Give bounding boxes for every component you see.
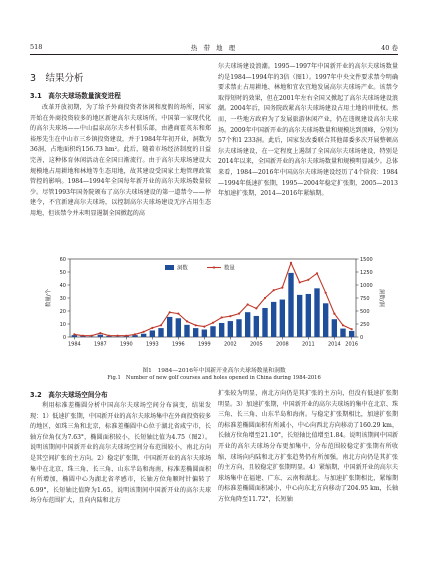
bar-holes-1993 (150, 330, 155, 337)
point-count-1999 (203, 326, 205, 328)
left-tick-label: 40 (59, 282, 66, 289)
right-tick-label: 500 (360, 308, 370, 315)
point-count-2010 (299, 281, 301, 283)
figure-1-chart (30, 251, 398, 359)
right-axis-title: 洞数/洞 (378, 289, 384, 307)
point-count-2008 (281, 287, 283, 289)
right-tick-label: 750 (360, 295, 370, 302)
point-count-1990 (125, 335, 127, 337)
bar-holes-1998 (193, 328, 198, 337)
bar-holes-2015 (340, 329, 345, 337)
point-count-1994 (160, 324, 162, 326)
bar-holes-2014 (332, 319, 337, 337)
right-tick-label: 1250 (360, 269, 373, 276)
point-count-1996 (177, 313, 179, 315)
point-count-2013 (325, 292, 327, 294)
left-tick-label: 30 (59, 295, 66, 302)
bar-holes-2005 (254, 316, 259, 337)
bar-holes-2010 (297, 295, 302, 337)
x-tick-label: 1990 (119, 341, 133, 348)
journal-title: 热 带 地 理 (190, 44, 238, 52)
bar-holes-2006 (262, 308, 267, 337)
bar-holes-2013 (323, 303, 328, 337)
point-count-2001 (221, 316, 223, 318)
left-tick-label: 0 (62, 334, 66, 341)
point-count-2015 (342, 324, 344, 326)
x-tick-label: 1984 (67, 341, 81, 348)
point-count-2014 (333, 313, 335, 315)
subsection-3-2-title: 3.2 高尔夫球场空间分布 (30, 391, 108, 399)
legend-label-count: 数量 (224, 265, 235, 272)
section-3-title: 3 结果分析 (30, 73, 84, 84)
x-tick-label: 2014 (327, 341, 341, 348)
paragraph: 改革开放初期，为了给予外商投资者休闲和度假的场所，国家开始在外商投资较多的地区新建高尔夫球场所。中国第一家现代化的高尔夫球场——中山温泉高尔夫乡村俱乐部，由港商霍英东和郑裕彤先生在中山市三乡镇投资建设，并于1984年年初开业，洞数为36洞，占地面积约156.73 hm²。此后，随着市场经济制度的日益完善，这种体育休闲活动在全国日渐流行。由于高尔夫球场建设大规模地占用耕地和林地等生态用地，故其建设受国家土地管理政策管控的影响。1984—1994年全国每年新开业的高尔夫球场数量较少。尽管1993年国务院颁布了高尔夫球场建设的第一道禁令——停建令，不宜新建高尔夫球场，以控制高尔夫球场建设无序占用生态用地，但该禁令并未明显遏制全国掀起的高 (30, 104, 211, 217)
point-count-2012 (316, 272, 318, 274)
subsection-3-1-title: 3.1 高尔夫球场数量演变进程 (30, 92, 121, 100)
point-count-2006 (264, 297, 266, 299)
point-count-2003 (238, 313, 240, 315)
left-tick-label: 10 (59, 321, 66, 328)
point-count-1998 (195, 324, 197, 326)
point-count-1993 (151, 327, 153, 329)
left-column-bottom (30, 401, 211, 507)
right-tick-label: 1500 (360, 256, 373, 263)
x-tick-label: 2016 (345, 341, 359, 348)
point-count-1997 (186, 320, 188, 322)
bar-holes-1997 (184, 325, 189, 337)
point-count-1991 (134, 333, 136, 335)
point-count-2009 (290, 262, 292, 264)
bar-holes-1996 (176, 318, 181, 337)
point-count-1992 (143, 331, 145, 333)
page-number: 518 (30, 43, 43, 51)
x-tick-label: 2008 (275, 341, 289, 348)
bar-holes-2012 (314, 288, 319, 337)
header-rule (30, 54, 398, 55)
plot-frame (70, 259, 356, 337)
point-count-2011 (307, 279, 309, 281)
left-tick-label: 60 (59, 256, 66, 263)
right-column-top (218, 62, 398, 200)
paragraph: 利用标准差椭圆分析中国高尔夫球场空间分布演变，结果发现：1）低速扩张期，中国新开业的高尔夫球场集中在外商投资较多的地区，如珠三角和北京，标准差椭圆中心位于湖北省咸宁市，长轴方位角仅为7.63°，椭圆面积较小，长短轴比值为4.75（图2）。说明该期间中国新开业的高尔夫球场空间分布范围较小，南北方向是其空间扩张的主方向。2）稳定扩张期，中国新开业的高尔夫球场集中在北京、珠三角、长三角、山东半岛和海南，标准差椭圆面积有所增加，椭圆中心为湖北省孝感市，长轴方位角顺时针偏转了6.99°，长短轴比值降为1.65。说明该期间中国新开业的高尔夫球场分布范围扩大，且向内陆和北方 (30, 402, 211, 505)
point-count-2000 (212, 322, 214, 324)
x-tick-label: 2005 (249, 341, 263, 348)
bar-holes-1992 (141, 334, 146, 337)
point-count-2016 (351, 328, 353, 330)
x-tick-label: 1999 (197, 341, 211, 348)
point-count-2007 (273, 289, 275, 291)
point-count-1986 (91, 335, 93, 337)
bar-holes-2001 (219, 323, 224, 337)
point-count-2005 (255, 307, 257, 309)
bar-holes-2002 (228, 321, 233, 337)
volume-label: 40 卷 (381, 44, 398, 52)
point-count-2004 (247, 303, 249, 305)
bar-holes-1987 (98, 335, 103, 337)
bar-holes-2007 (271, 302, 276, 337)
bar-holes-1994 (158, 328, 163, 337)
bar-holes-2008 (280, 300, 285, 337)
bar-holes-2003 (236, 319, 241, 337)
figure-caption-zh: 图1 1984—2016年中国新开业高尔夫球场数量和洞数 (142, 368, 286, 374)
point-count-1989 (117, 335, 119, 337)
right-column-bottom (218, 389, 398, 506)
point-count-1995 (169, 311, 171, 313)
paragraph: 尔夫球场建设浪潮。1995—1997年中国新开业的高尔夫球场数量约是1984—1994年的3倍（图1）。1997年中央文件要求禁令明确要求禁止占用耕地、林地和宜农宜地发展高尔夫球场产业。该禁令取得短时的效果，但在2001年左右全国又掀起了高尔夫球场建设浪潮。2004年后，国务院政紧高尔夫球场建设占用土地的审批权。然而，一些地方政府为了发展旅游休闲产业，仍在违规建设高尔夫球场。2009年中国新开业的高尔夫球场数量和规模达到顶峰，分别为57个和1 233洞。此后，国家发改委联合其他部委多次开展整顿高尔夫球场建设，在一定程度上遏制了全国高尔夫球场建设，特别是2014年以来，全国新开业的高尔夫球场数量和规模明显减少。总体来看，1984—2016年中国高尔夫球场建设经历了4个阶段：1984—1994年低速扩张期，1995—2004年稳定扩张期，2005—2013年加速扩张期，2014—2016年紧缩期。 (218, 63, 398, 198)
left-tick-label: 20 (59, 308, 66, 315)
bar-holes-2016 (349, 331, 354, 337)
x-tick-label: 2002 (223, 341, 237, 348)
x-tick-label: 1987 (93, 341, 107, 348)
right-tick-label: 250 (360, 321, 370, 328)
bar-holes-2000 (210, 326, 215, 337)
bar-holes-2011 (306, 294, 311, 337)
left-column-top (30, 103, 211, 220)
left-axis-title: 数量/个 (46, 289, 52, 307)
right-tick-label: 1000 (360, 282, 373, 289)
point-count-1985 (82, 335, 84, 337)
legend-swatch-holes (165, 265, 174, 270)
figure-caption-en: Fig.1 Number of new golf courses and holes opened in China during 1984-2016 (107, 375, 321, 381)
bar-holes-2009 (288, 273, 293, 337)
legend-marker-count (213, 266, 215, 268)
right-tick-label: 0 (360, 334, 364, 341)
x-tick-label: 1996 (171, 341, 185, 348)
bar-holes-1995 (167, 317, 172, 337)
x-tick-label: 2011 (301, 341, 315, 348)
point-count-2002 (229, 315, 231, 317)
bar-holes-2004 (245, 312, 250, 337)
point-count-1987 (99, 332, 101, 334)
paragraph: 扩张较为明显，南北方向仍是其扩张的主方向，但没有低速扩张期明显。3）加速扩张期，中国新开业的高尔夫球场的集中在北京、珠三角、长三角、山东半岛和海南。与稳定扩张期相比，加速扩张期的标准差椭圆面积有所减小，中心向西北方向移动了160.29 km，长轴方位角增至21.10°，长短轴比值增至1.84。说明该期间中国新开业的高尔夫球场分布更加集中，分布范围较稳定扩张期有所收缩，球场向内陆和北方扩张趋势仍有所加强，南北方向仍是其扩张的主方向，且较稳定扩张期明显。4）紧缩期，中国新开业的高尔夫球场集中在福建、广东、云南和湖北。与加速扩张期相比，紧缩期的标准差椭圆面积减小，中心向东北方向移动了204.95 km，长轴方位角降至11.72°，长短轴 (218, 390, 398, 503)
legend-label-holes: 洞数 (177, 265, 188, 272)
x-tick-label: 1993 (145, 341, 159, 348)
point-count-1988 (108, 335, 110, 337)
bar-holes-1999 (202, 330, 207, 337)
left-tick-label: 50 (59, 269, 66, 276)
point-count-1984 (73, 333, 75, 335)
